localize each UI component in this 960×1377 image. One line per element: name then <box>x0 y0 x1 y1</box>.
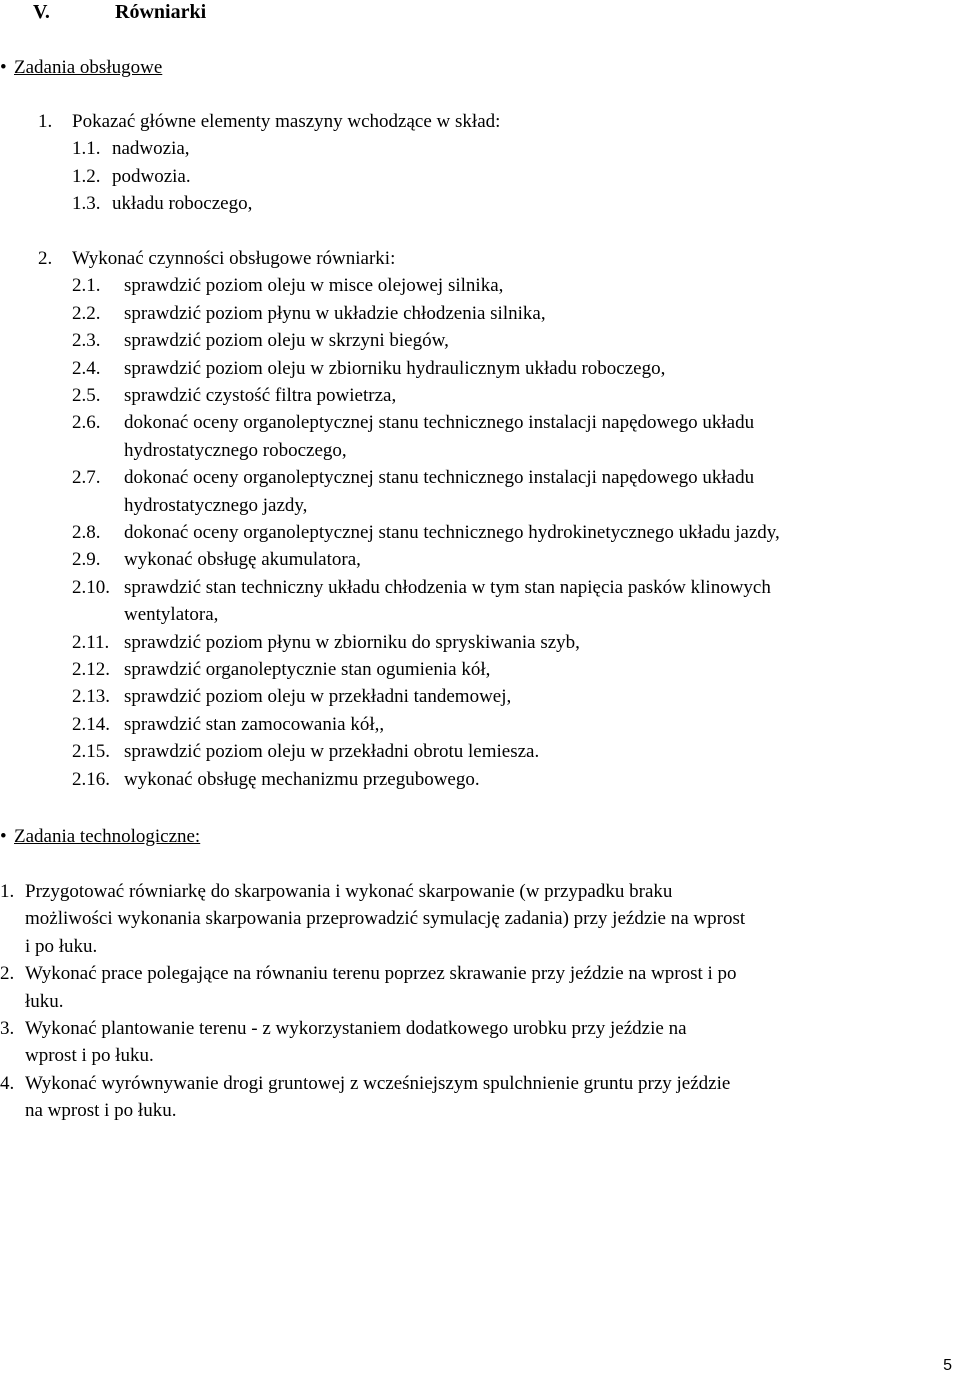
subtask-text: sprawdzić poziom oleju w skrzyni biegów, <box>124 330 449 352</box>
subtask-number: 2.6. <box>72 412 101 434</box>
tech-task-text: wprost i po łuku. <box>25 1045 154 1067</box>
tech-task-number: 3. <box>0 1018 15 1039</box>
subtask-number: 2.10. <box>72 576 110 598</box>
task-number: 2. <box>38 248 53 269</box>
subtask-text: układu roboczego, <box>112 193 253 215</box>
tech-task-text: na wprost i po łuku. <box>25 1100 177 1122</box>
tech-task-number: 4. <box>0 1072 15 1094</box>
subtask-number: 2.9. <box>72 549 101 571</box>
subtask-text: dokonać oceny organoleptycznej stanu technicznego hydrokinetycznego układu jazdy, <box>124 522 780 543</box>
section-heading-service: Zadania obsługowe <box>14 57 163 78</box>
subtask-number: 2.11. <box>72 631 110 653</box>
task-text: Wykonać czynności obsługowe równiarki: <box>72 248 396 269</box>
subtask-text: sprawdzić stan techniczny układu chłodzenia w tym stan napięcia pasków klinowych <box>124 576 771 598</box>
tech-task-text: Wykonać wyrównywanie drogi gruntowej z wcześniejszym spulchnienie gruntu przy jeździe <box>25 1072 731 1094</box>
chapter-number: V. <box>33 1 50 23</box>
subtask-text: sprawdzić poziom oleju w zbiorniku hydraulicznym układu roboczego, <box>124 357 666 379</box>
subtask-number: 2.3. <box>72 330 101 352</box>
tech-task-text: Wykonać prace polegające na równaniu terenu poprzez skrawanie przy jeździe na wprost i po <box>25 963 737 985</box>
subtask-number: 2.7. <box>72 467 101 489</box>
subtask-text: wykonać obsługę mechanizmu przegubowego. <box>124 768 480 790</box>
subtask-text: nadwozia, <box>112 138 190 160</box>
subtask-text: wykonać obsługę akumulatora, <box>124 549 361 571</box>
chapter-title: Równiarki <box>115 1 207 23</box>
subtask-text-continued: hydrostatycznego roboczego, <box>124 439 347 461</box>
subtask-number: 2.4. <box>72 357 101 379</box>
page-number: 5 <box>943 1357 952 1374</box>
tech-task-number: 2. <box>0 963 15 985</box>
subtask-text-continued: wentylatora, <box>124 604 219 626</box>
subtask-number: 2.15. <box>72 741 110 763</box>
subtask-text-continued: hydrostatycznego jazdy, <box>124 494 308 516</box>
subtask-number: 2.8. <box>72 522 101 543</box>
subtask-text: dokonać oceny organoleptycznej stanu technicznego instalacji napędowego układu <box>124 467 755 489</box>
subtask-number: 2.5. <box>72 385 101 406</box>
subtask-text: sprawdzić poziom płynu w układzie chłodzenia silnika, <box>124 302 546 324</box>
subtask-number: 1.2. <box>72 165 101 187</box>
subtask-text: sprawdzić poziom oleju w misce olejowej silnika, <box>124 275 504 297</box>
bullet-technological: • <box>0 826 7 847</box>
subtask-text: sprawdzić organoleptycznie stan ogumienia kół, <box>124 659 491 680</box>
bullet-service: • <box>0 57 7 78</box>
subtask-text: sprawdzić poziom oleju w przekładni obrotu lemiesza. <box>124 741 540 763</box>
subtask-number: 2.2. <box>72 302 101 324</box>
task-text: Pokazać główne elementy maszyny wchodzące w skład: <box>72 111 501 132</box>
tech-task-text: możliwości wykonania skarpowania przeprowadzić symulację zadania) przy jeździe na wprost <box>25 908 746 930</box>
task-number: 1. <box>38 111 53 132</box>
subtask-text: dokonać oceny organoleptycznej stanu technicznego instalacji napędowego układu <box>124 412 755 434</box>
tech-task-number: 1. <box>0 881 15 902</box>
subtask-text: sprawdzić poziom oleju w przekładni tandemowej, <box>124 686 512 708</box>
subtask-number: 1.1. <box>72 138 101 160</box>
subtask-number: 2.14. <box>72 713 110 735</box>
tech-task-text: Wykonać plantowanie terenu - z wykorzystaniem dodatkowego urobku przy jeździe na <box>25 1018 687 1039</box>
subtask-text: sprawdzić poziom płynu w zbiorniku do spryskiwania szyb, <box>124 631 580 653</box>
subtask-number: 1.3. <box>72 193 101 215</box>
subtask-number: 2.1. <box>72 275 101 297</box>
subtask-number: 2.16. <box>72 768 110 790</box>
subtask-text: sprawdzić czystość filtra powietrza, <box>124 385 397 406</box>
tech-task-text: i po łuku. <box>25 935 98 957</box>
subtask-number: 2.13. <box>72 686 110 708</box>
subtask-text: sprawdzić stan zamocowania kół,, <box>124 713 385 735</box>
section-heading-technological: Zadania technologiczne: <box>14 826 201 847</box>
subtask-text: podwozia. <box>112 165 191 187</box>
tech-task-text: Przygotować równiarkę do skarpowania i wykonać skarpowanie (w przypadku braku <box>25 881 673 902</box>
tech-task-text: łuku. <box>25 990 64 1012</box>
subtask-number: 2.12. <box>72 659 110 680</box>
